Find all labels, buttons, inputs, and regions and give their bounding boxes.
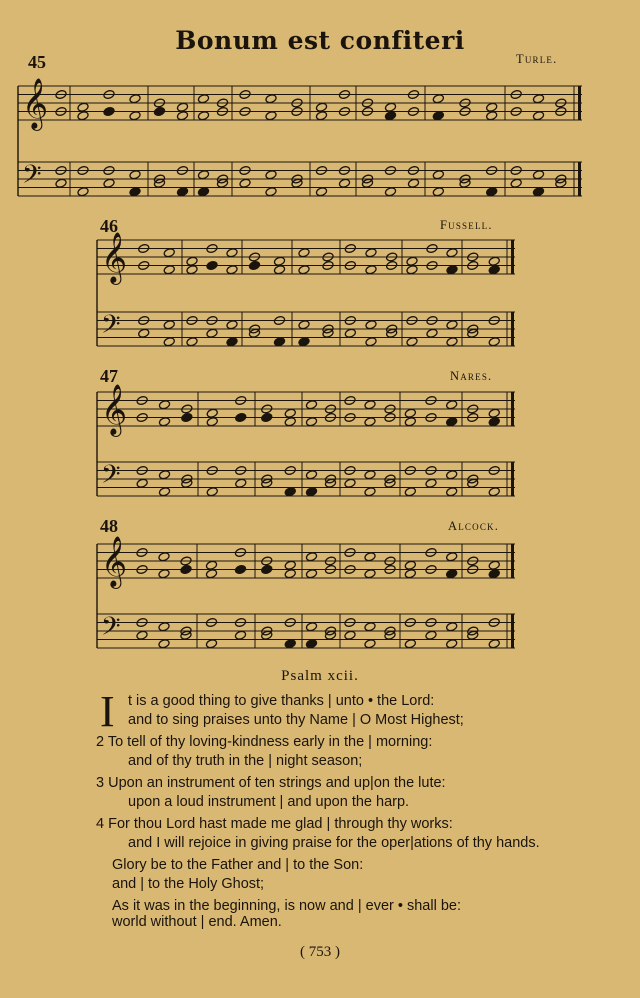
notehead [158,569,170,579]
notehead [406,256,418,266]
notehead [344,478,356,488]
notehead [404,417,416,427]
notehead [186,265,198,275]
notehead [486,102,498,112]
psalm-line: As it was in the beginning, is now and | ever • shall be: [112,898,461,914]
notehead [432,94,444,104]
bass-clef: 𝄢 [22,160,42,196]
notehead [129,94,141,104]
notehead [136,630,148,640]
notehead [239,178,251,188]
notehead [532,187,544,197]
notehead [404,560,416,570]
notehead [364,552,376,562]
notehead [261,564,273,574]
notehead [158,552,170,562]
notehead [163,337,175,347]
notehead [129,111,141,121]
notehead [197,94,209,104]
page-number: ( 753 ) [300,944,340,960]
notehead [129,187,141,197]
notehead [364,622,376,632]
notehead [364,400,376,410]
notehead [338,178,350,188]
notehead [510,178,522,188]
notehead [364,639,376,649]
notehead [197,170,209,180]
notehead [446,400,458,410]
notehead [176,111,188,121]
psalm-line: 3 Upon an instrument of ten strings and up|on the lute: [96,775,446,791]
psalm-line: and to sing praises unto thy Name | O Most Highest; [128,712,464,728]
drop-cap: I [100,687,115,736]
notehead [432,170,444,180]
notehead [234,630,246,640]
notehead [488,487,500,497]
notehead [488,569,500,579]
notehead [488,639,500,649]
notehead [284,639,296,649]
notehead [205,560,217,570]
treble-clef: 𝄞 [101,536,128,587]
notehead [158,487,170,497]
notehead [103,106,115,116]
notehead [284,417,296,427]
notehead [273,256,285,266]
notehead [261,412,273,422]
notehead [446,639,458,649]
notehead [446,470,458,480]
treble-clef: 𝄞 [101,232,128,283]
notehead [344,328,356,338]
final-bar [511,312,514,346]
notehead [298,337,310,347]
notehead [365,265,377,275]
notehead [384,111,396,121]
psalm-line: and | to the Holy Ghost; [112,876,265,892]
notehead [446,569,458,579]
notehead [404,569,416,579]
notehead [364,417,376,427]
notehead [103,178,115,188]
notehead [488,560,500,570]
composer-alcock: Alcock. [448,519,500,533]
notehead [432,187,444,197]
notehead [364,569,376,579]
notehead [364,470,376,480]
page-title: Bonum est confiteri [175,26,465,55]
notehead [77,187,89,197]
notehead [206,408,218,418]
psalm-line: t is a good thing to give thanks | unto • the Lord: [128,693,435,709]
notehead [305,569,317,579]
psalm-line: world without | end. Amen. [112,914,282,930]
notehead [163,248,175,258]
chant-number-45: 45 [28,52,46,72]
notehead [425,478,437,488]
psalm-line: and I will rejoice in giving praise for the oper|ations of thy hands. [128,835,540,851]
notehead [226,320,238,330]
psalm-line: 4 For thou Lord hast made me glad | through thy works: [96,816,453,832]
chant-number-47: 47 [100,366,118,386]
notehead [138,328,150,338]
notehead [205,569,217,579]
notehead [284,487,296,497]
notehead [446,552,458,562]
notehead [284,560,296,570]
notehead [181,412,193,422]
notehead [486,111,498,121]
notehead [404,487,416,497]
bass-clef: 𝄢 [101,310,121,346]
treble-clef: 𝄞 [22,78,49,129]
notehead [446,622,458,632]
notehead [315,111,327,121]
notehead [265,111,277,121]
notehead [205,639,217,649]
notehead [305,622,317,632]
notehead [136,478,148,488]
final-bar [511,544,514,578]
bass-clef: 𝄢 [101,460,121,496]
notehead [77,102,89,112]
final-bar [511,392,514,426]
chant-number-48: 48 [100,516,118,536]
notehead [226,265,238,275]
treble-clef: 𝄞 [101,384,128,435]
notehead [235,412,247,422]
notehead [488,408,500,418]
notehead [176,102,188,112]
notehead [265,170,277,180]
final-bar [578,86,581,120]
notehead [365,248,377,258]
bass-clef: 𝄢 [101,612,121,648]
notehead [305,400,317,410]
notehead [197,111,209,121]
notehead [158,417,170,427]
final-bar [511,614,514,648]
notehead [298,265,310,275]
notehead [365,337,377,347]
notehead [446,487,458,497]
notehead [163,320,175,330]
psalm-line: upon a loud instrument | and upon the harp. [128,794,410,810]
notehead [248,260,260,270]
notehead [163,265,175,275]
notehead [273,337,285,347]
notehead [407,178,419,188]
final-bar [511,462,514,496]
notehead [404,639,416,649]
psalm-title: Psalm xcii. [281,668,359,684]
notehead [532,94,544,104]
notehead [488,337,500,347]
notehead [186,256,198,266]
notehead [186,337,198,347]
composer-turle: Turle. [516,52,558,66]
notehead [226,337,238,347]
notehead [384,102,396,112]
notehead [206,487,218,497]
notehead [315,102,327,112]
composer-nares: Nares. [450,369,493,383]
notehead [315,187,327,197]
notehead [129,170,141,180]
psalm-line: and of thy truth in the | night season; [128,753,363,769]
notehead [446,417,458,427]
notehead [446,265,458,275]
notehead [153,106,165,116]
notehead [226,248,238,258]
notehead [425,630,437,640]
notehead [488,256,500,266]
notehead [426,328,438,338]
notehead [364,487,376,497]
notehead [206,417,218,427]
final-bar [511,240,514,274]
notehead [158,622,170,632]
notehead [446,337,458,347]
notehead [532,111,544,121]
notehead [305,487,317,497]
notehead [180,564,192,574]
notehead [234,564,246,574]
psalm-line: Glory be to the Father and | to the Son: [112,857,364,873]
notehead [305,639,317,649]
notehead [176,187,188,197]
notehead [284,569,296,579]
notehead [197,187,209,197]
notehead [206,260,218,270]
composer-fussell: Fussell. [440,218,493,232]
notehead [384,187,396,197]
notehead [265,187,277,197]
notehead [273,265,285,275]
notehead [406,265,418,275]
notehead [305,552,317,562]
notehead [344,630,356,640]
notehead [206,328,218,338]
notehead [298,248,310,258]
notehead [158,400,170,410]
final-bar [578,162,581,196]
notehead [158,639,170,649]
notehead [265,94,277,104]
notehead [305,470,317,480]
notehead [486,187,498,197]
notehead [446,320,458,330]
notehead [406,337,418,347]
notehead [284,408,296,418]
notehead [446,248,458,258]
notehead [55,178,67,188]
notehead [305,417,317,427]
notehead [158,470,170,480]
notehead [488,265,500,275]
notehead [532,170,544,180]
notehead [298,320,310,330]
notehead [235,478,247,488]
notehead [404,408,416,418]
notehead [432,111,444,121]
notehead [488,417,500,427]
notehead [365,320,377,330]
chant-number-46: 46 [100,216,118,236]
psalm-line: 2 To tell of thy loving-kindness early in the | morning: [96,734,433,750]
notehead [77,111,89,121]
